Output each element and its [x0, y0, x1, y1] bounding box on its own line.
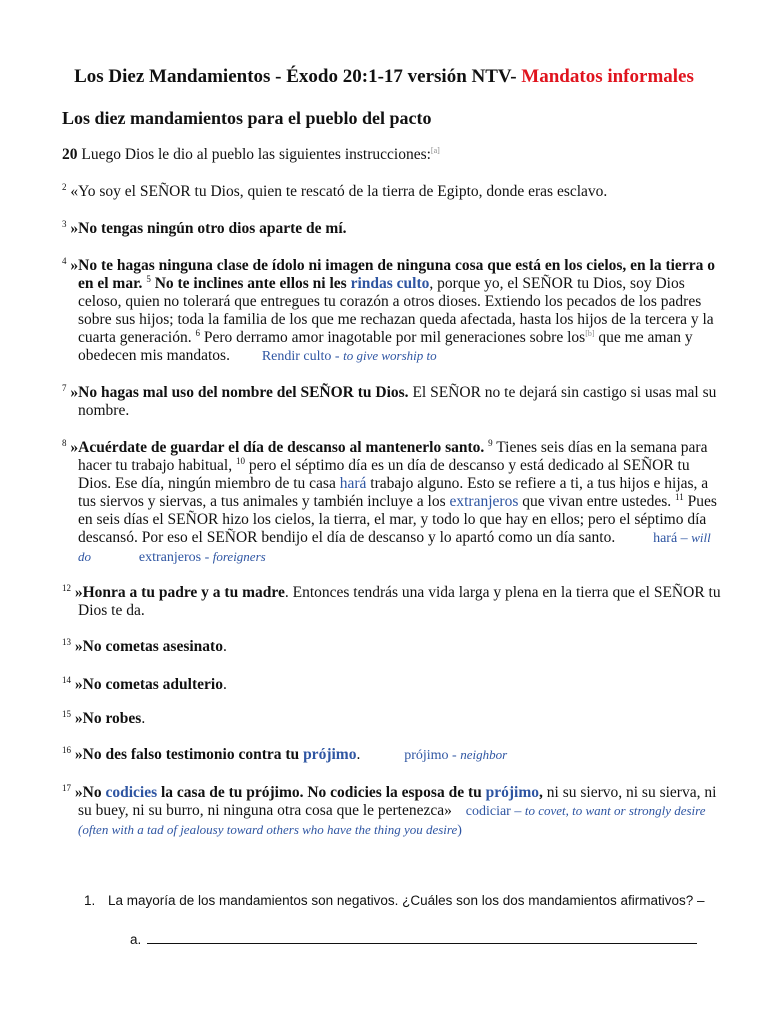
- verse-12: [62, 584, 726, 620]
- verse-text: »Acuérdate de guardar el día de descanso al mantenerlo santo.: [66, 439, 485, 456]
- verse-number: 5: [146, 273, 151, 284]
- verse-number: 9: [488, 437, 493, 448]
- verse-text: »No des falso testimonio contra tu: [71, 746, 304, 763]
- vocab-term: prójimo: [485, 784, 540, 801]
- gloss-close: ): [457, 823, 462, 838]
- verse-text: Pues en seis días el SEÑOR hizo los cielos, la tierra, el mar, y todo lo que hay en ellos; pero el séptimo día descansó. Por eso el SEÑOR bendijo el día de descanso y lo apartó como un día santo.: [78, 493, 717, 546]
- question-text: La mayoría de los mandamientos son negativos. ¿Cuáles son los dos mandamientos afirmativos? –: [108, 893, 705, 908]
- verse-number: 16: [62, 744, 71, 755]
- verse-number: 13: [62, 636, 71, 647]
- verse-text: .: [141, 710, 146, 727]
- vocab-gloss: [262, 349, 437, 364]
- verse-16: [62, 746, 726, 765]
- verse-text: »No cometas asesinato: [71, 638, 223, 655]
- gloss-term: codiciar –: [465, 804, 525, 819]
- verse-number: 15: [62, 708, 71, 719]
- verse-text: que vivan entre ustedes.: [518, 493, 672, 510]
- verse-text: Luego Dios le dio al pueblo las siguientes instrucciones:: [77, 146, 431, 163]
- gloss-definition: to covet, to want or strongly desire (often with a tad of jealousy toward others who have the thing you desire: [78, 803, 706, 837]
- verse-text: trabajo alguno. Esto se refiere a ti, a tus hijos e hijas, a tus siervos y siervas, a tus animales y también incluye a los: [78, 475, 709, 510]
- verse-text: »No cometas adulterio: [71, 676, 223, 693]
- document-title: [0, 66, 768, 88]
- verse-text: »Honra a tu padre y a tu madre: [71, 584, 285, 601]
- verse-text: ,: [539, 784, 543, 801]
- verse-4: [62, 257, 726, 366]
- verse-text: que me aman y obedecen mis mandatos.: [78, 329, 693, 364]
- verse-number: 12: [62, 582, 71, 593]
- footnote-marker[interactable]: [b]: [585, 328, 595, 338]
- verse-number: 8: [62, 437, 67, 448]
- vocab-term: rindas culto: [350, 275, 430, 292]
- footnote-marker[interactable]: [a]: [430, 145, 440, 155]
- verse-number: 14: [62, 674, 71, 685]
- verse-text: ni su siervo, ni su sierva, ni su buey, ni su burro, ni ninguna otra cosa que le pertenezca»: [78, 784, 717, 819]
- vocab-term: hará: [339, 475, 367, 492]
- answer-label: a.: [130, 932, 142, 947]
- verse-17: [62, 784, 726, 840]
- title-main: Los Diez Mandamientos - Éxodo 20:1-17 versión NTV-: [74, 66, 517, 87]
- verse-text: , porque yo, el SEÑOR tu Dios, soy Dios celoso, quien no tolerará que entregues tu corazón a otros dioses. Extiendo los pecados de los padres sobre sus hijos; toda la familia de los que me rechazan queda afectada, hasta los hijos de la tercera y la cuarta generación.: [78, 275, 714, 346]
- gloss-definition: will do: [78, 530, 711, 564]
- verse-7: [62, 384, 726, 420]
- verse-number: 20: [62, 146, 78, 163]
- verse-number: 4: [62, 255, 67, 266]
- verse-text: »No robes: [71, 710, 142, 727]
- verse-20: [62, 146, 710, 164]
- verse-number: 6: [195, 327, 200, 338]
- gloss-term: prójimo -: [404, 748, 461, 763]
- vocab-term: codicies: [105, 784, 158, 801]
- verse-number: 3: [62, 218, 67, 229]
- verse-text: Tienes seis días en la semana para hacer tu trabajo habitual,: [78, 439, 708, 474]
- verse-number: 2: [62, 181, 67, 192]
- verse-text: »No: [71, 784, 106, 801]
- vocab-gloss: [404, 748, 507, 763]
- vocab-term: extranjeros: [449, 493, 519, 510]
- verse-14: [62, 676, 726, 694]
- gloss-term: extranjeros -: [138, 550, 213, 565]
- verse-text: »No tengas ningún otro dios aparte de mí.: [66, 220, 347, 237]
- verse-text: »No te hagas ninguna clase de ídolo ni imagen de ninguna cosa que está en los cielos, en la tierra o en el mar.: [66, 257, 715, 292]
- question-number: 1.: [84, 893, 96, 908]
- gloss-term: Rendir culto -: [261, 349, 344, 364]
- verse-text: «Yo soy el SEÑOR tu Dios, quien te rescató de la tierra de Egipto, donde eras esclavo.: [66, 183, 608, 200]
- verse-13: [62, 638, 726, 656]
- verse-text: Pero derramo amor inagotable por mil generaciones sobre los: [199, 329, 586, 346]
- answer-line-a[interactable]: [130, 929, 697, 947]
- verse-15: [62, 710, 726, 728]
- verse-number: 11: [675, 491, 684, 502]
- verse-text: la casa de tu prójimo. No codicies la esposa de tu: [157, 784, 486, 801]
- title-highlight: Mandatos informales: [521, 66, 694, 87]
- verse-text: .: [356, 746, 361, 763]
- section-heading: Los diez mandamientos para el pueblo del pacto: [62, 108, 432, 128]
- verse-2: [62, 183, 726, 201]
- gloss-definition: to give worship to: [343, 348, 437, 363]
- verse-8: [62, 439, 726, 567]
- vocab-term: prójimo: [303, 746, 357, 763]
- gloss-definition: neighbor: [460, 747, 508, 762]
- verse-number: 10: [235, 455, 245, 466]
- verse-number: 17: [62, 782, 71, 793]
- gloss-definition: foreigners: [212, 549, 266, 564]
- verse-text: .: [222, 638, 227, 655]
- verse-text: El SEÑOR no te dejará sin castigo si usas mal su nombre.: [78, 384, 717, 419]
- verse-text: . Entonces tendrás una vida larga y plena en la tierra que el SEÑOR tu Dios te da.: [78, 584, 721, 619]
- verse-3: [62, 220, 726, 238]
- vocab-gloss: [139, 550, 266, 565]
- verse-text: No te inclines ante ellos ni les: [150, 275, 351, 292]
- answer-blank[interactable]: [147, 929, 697, 944]
- verse-number: 7: [62, 382, 67, 393]
- verse-text: »No hagas mal uso del nombre del SEÑOR tu Dios.: [66, 384, 409, 401]
- gloss-term: hará –: [653, 531, 692, 546]
- verse-text: pero el séptimo día es un día de descanso y está dedicado al SEÑOR tu Dios. Ese día, ningún miembro de tu casa: [78, 457, 690, 492]
- verse-text: .: [222, 676, 227, 693]
